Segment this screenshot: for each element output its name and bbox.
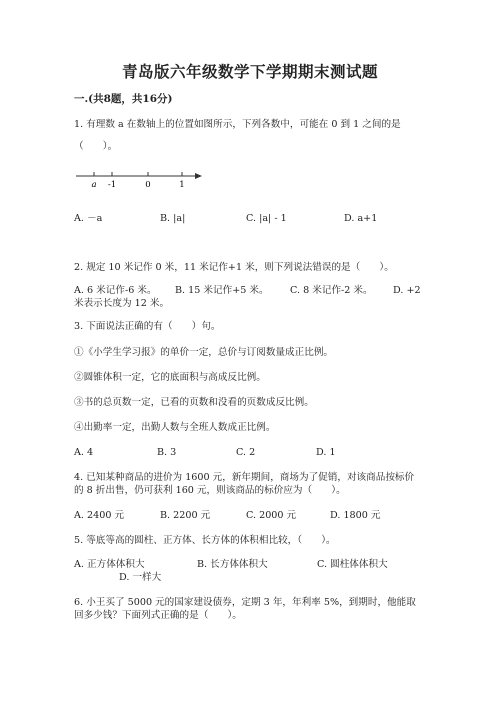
q3-option-c[interactable]: C. 2 [236, 447, 256, 458]
section-heading: 一.(共8题，共16分) [74, 93, 173, 105]
page-title: 青岛版六年级数学下学期期末测试题 [121, 62, 378, 81]
number-line-arrow [195, 173, 202, 179]
q2-option-b[interactable]: B. 15 米记作+5 米。 [175, 285, 269, 296]
axis-label-0: 0 [145, 180, 151, 190]
axis-label-1: 1 [179, 180, 185, 190]
question-4-continued: 的 8 折出售，仍可获利 160 元，则该商品的标价应为（ ）。 [74, 485, 346, 496]
axis-label-a: a [91, 180, 97, 190]
q3-option-d[interactable]: D. 1 [316, 447, 336, 458]
q4-option-a[interactable]: A. 2400 元 [74, 510, 125, 521]
question-4-text: 4. 已知某种商品的进价为 1600 元，新年期间，商场为了促销，对该商品按标价 [74, 472, 415, 483]
axis-label-minus-1: -1 [107, 180, 117, 190]
q4-option-d[interactable]: D. 1800 元 [330, 510, 381, 521]
q2-option-a[interactable]: A. 6 米记作-6 米。 [74, 285, 157, 296]
question-3-text: 3. 下面说法正确的有（ ）句。 [74, 321, 221, 332]
question-5-text: 5. 等底等高的圆柱、正方体、长方体的体积相比较，（ ）。 [74, 535, 336, 546]
q3-option-b[interactable]: B. 3 [157, 447, 177, 458]
question-6-text: 6. 小王买了 5000 元的国家建设债券，定期 3 年，年利率 5%，到期时，他能取 [74, 597, 416, 608]
number-line-figure [74, 166, 214, 192]
q3-statement-4: ④出勤率一定，出勤人数与全班人数成正比例。 [74, 422, 276, 433]
question-1-text: 1. 有理数 a 在数轴上的位置如图所示，下列各数中，可能在 0 到 1 之间的是 [74, 119, 401, 130]
q3-option-a[interactable]: A. 4 [74, 447, 94, 458]
q2-option-d[interactable]: D. +2 [393, 285, 421, 296]
q4-option-c[interactable]: C. 2000 元 [246, 510, 297, 521]
q3-statement-2: ②圆锥体积一定，它的底面积与高成反比例。 [74, 372, 266, 383]
question-2-continued: 米表示长度为 12 米。 [74, 298, 170, 309]
q5-option-c[interactable]: C. 圆柱体体积大 [317, 559, 388, 570]
q5-option-d[interactable]: D. 一样大 [119, 572, 162, 583]
q4-option-b[interactable]: B. 2200 元 [160, 510, 211, 521]
question-6-continued: 回多少钱？下面列式正确的是（ ）。 [74, 610, 242, 621]
q5-option-b[interactable]: B. 长方体体积大 [197, 559, 268, 570]
q3-statement-1: ①《小学生学习报》的单价一定，总价与订阅数量成正比例。 [74, 347, 334, 358]
q5-option-a[interactable]: A. 正方体体积大 [74, 559, 145, 570]
question-2-text: 2. 规定 10 米记作 0 米，11 米记作+1 米，则下列说法错误的是（ ）。 [74, 262, 394, 273]
q3-statement-3: ③书的总页数一定，已看的页数和没看的页数成反比例。 [74, 397, 314, 408]
q2-option-c[interactable]: C. 8 米记作-2 米。 [290, 285, 373, 296]
q1-option-c[interactable]: C. |a| - 1 [246, 213, 287, 224]
question-1-blank: （ ）。 [74, 141, 118, 152]
q1-option-a[interactable]: A. －a [74, 213, 103, 224]
q1-option-b[interactable]: B. |a| [160, 213, 186, 224]
q1-option-d[interactable]: D. a+1 [344, 213, 378, 224]
